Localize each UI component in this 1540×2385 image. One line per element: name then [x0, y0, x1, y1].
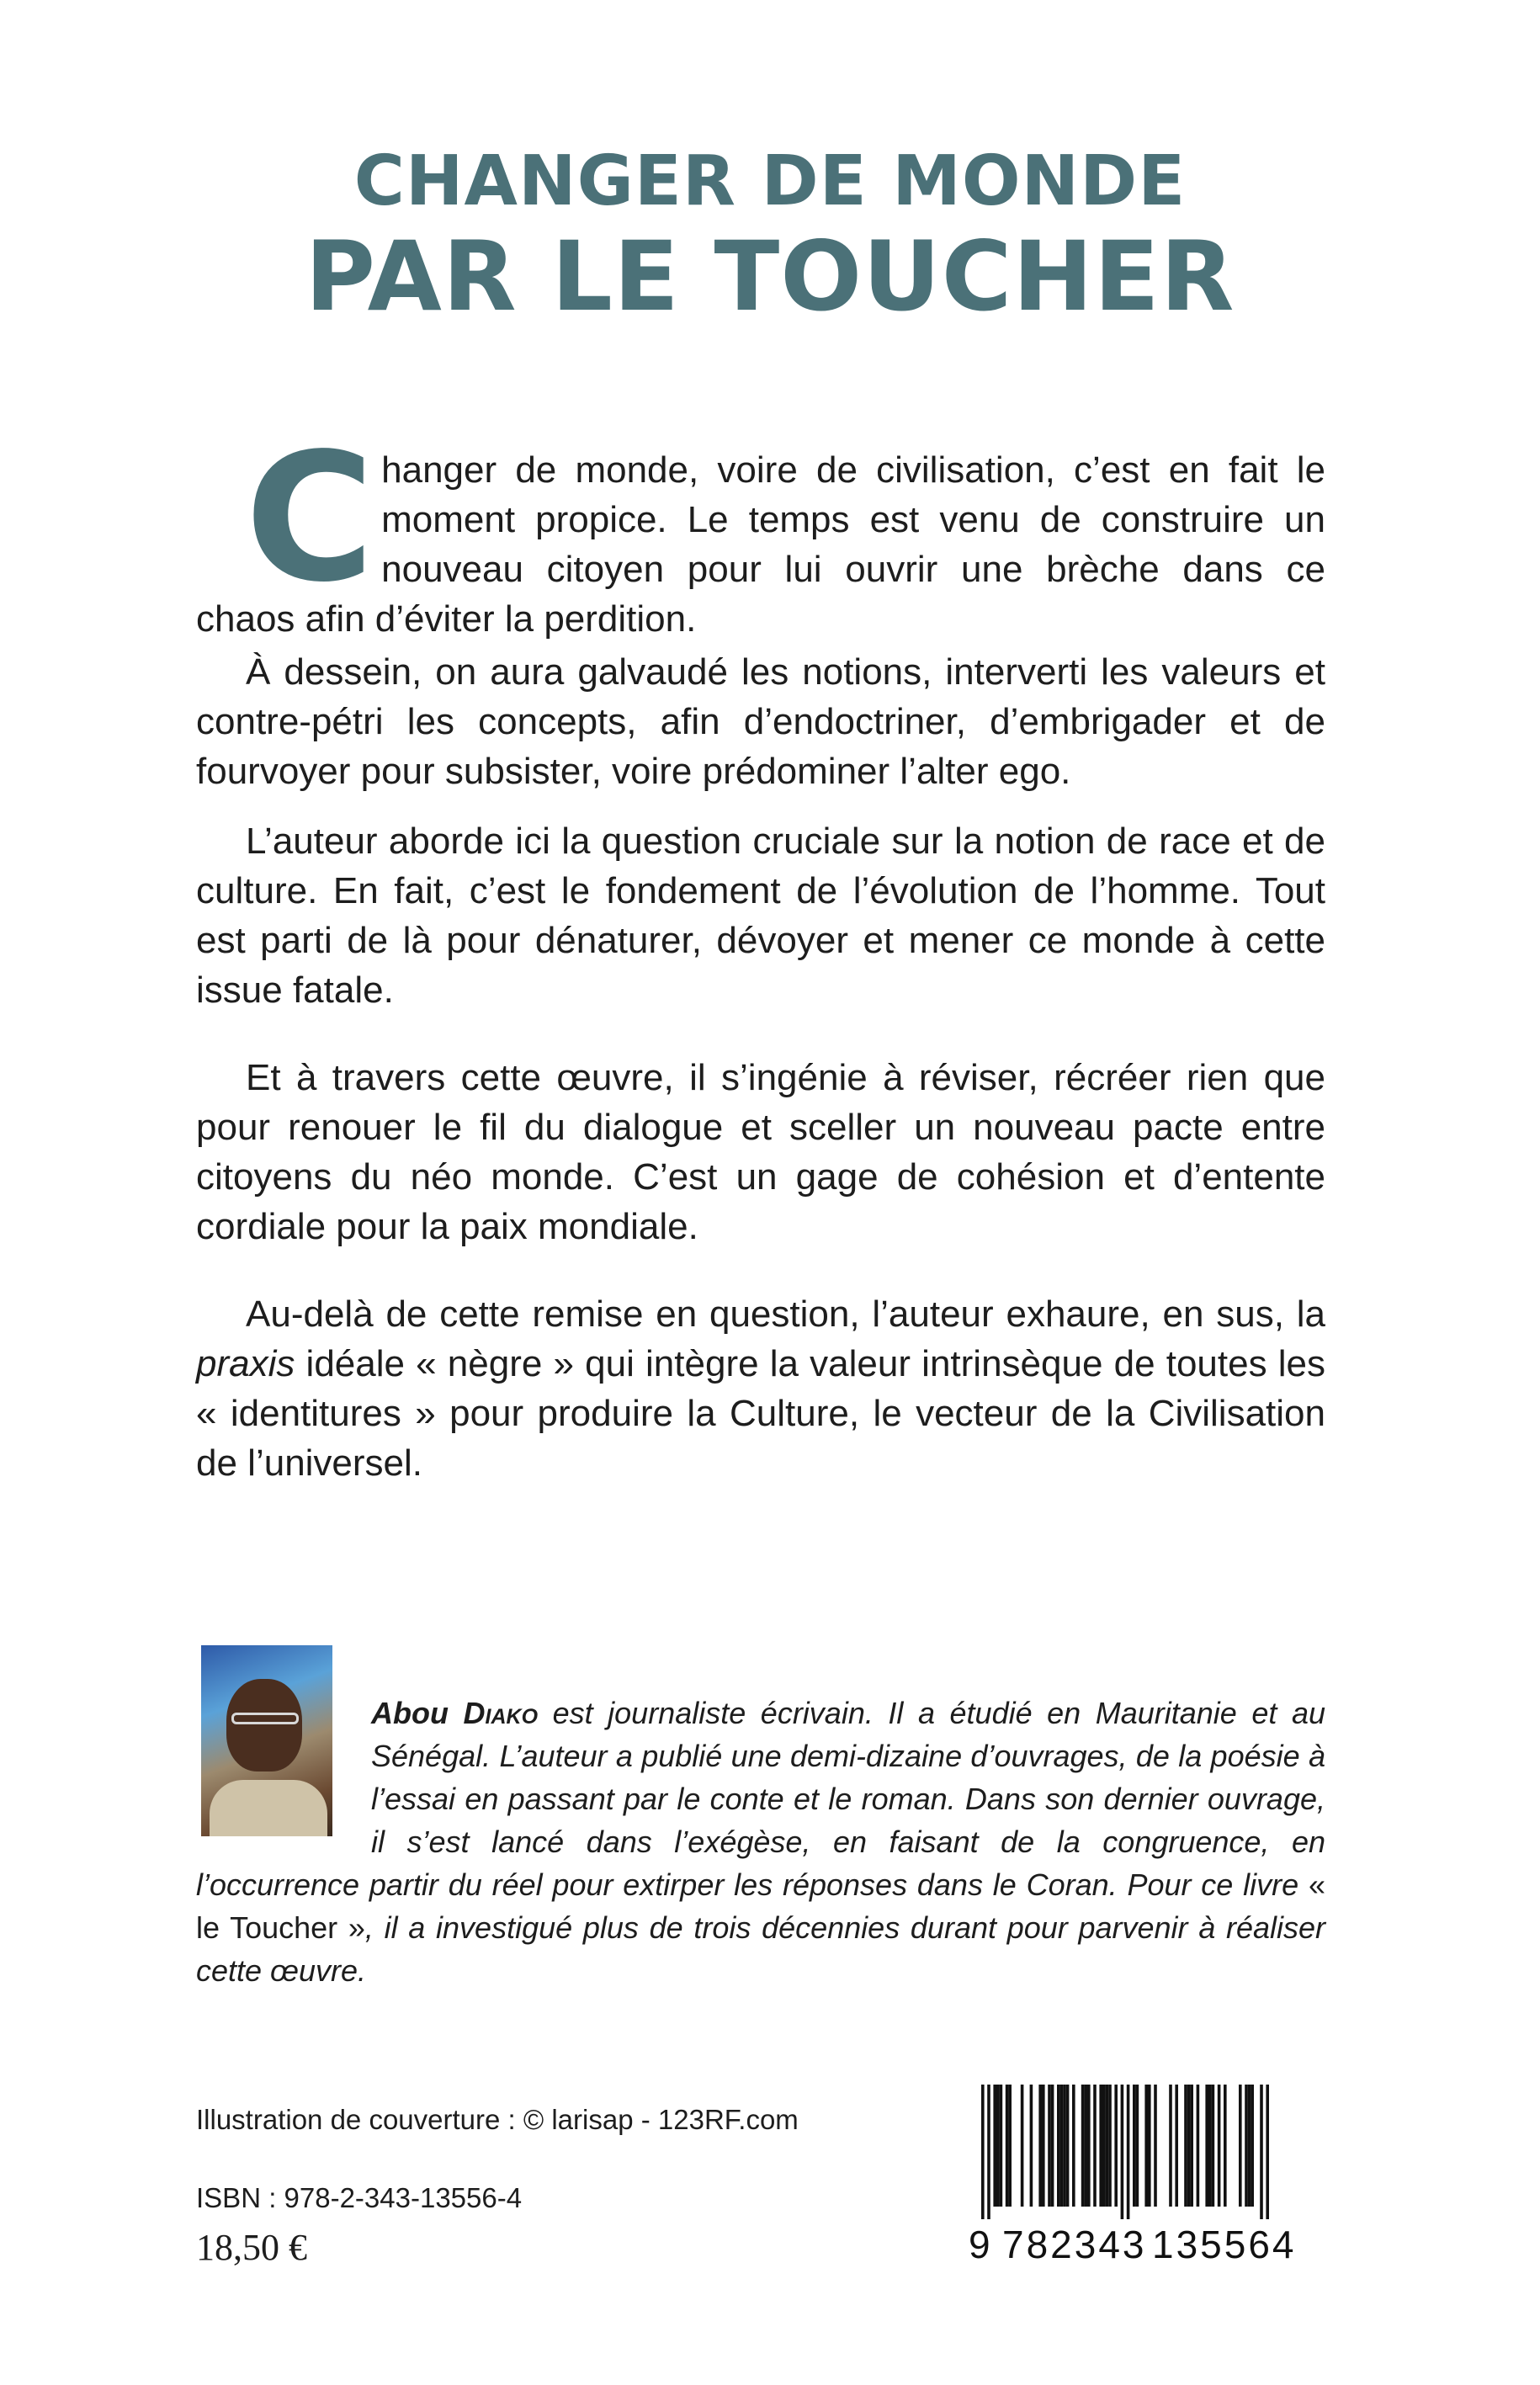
barcode-guard-bar: [987, 2085, 990, 2219]
paragraph-4: Et à travers cette œuvre, il s’ingénie à réviser, récréer rien que pour renouer le fil du dialogue et sceller un nouveau pacte entre citoyens du néo monde. C’est un gage de cohésion et d’entente cordiale pour la paix mondiale.: [196, 1057, 1325, 1247]
author-bio: [196, 1692, 1325, 1992]
barcode-bar: [1108, 2085, 1112, 2207]
paragraph-1: [196, 415, 1325, 644]
barcode-bar: [1099, 2085, 1102, 2207]
bio-book-ref: « le Toucher »: [196, 1867, 1325, 1945]
paragraph-5: [196, 1289, 1325, 1488]
barcode-bar: [1106, 2085, 1109, 2207]
barcode-bar: [1197, 2085, 1200, 2207]
author-first-name: Abou: [371, 1696, 449, 1730]
barcode-bar: [1144, 2085, 1148, 2207]
barcode-bar: [1133, 2085, 1136, 2207]
barcode-bar: [1093, 2085, 1097, 2207]
barcode-bar: [1187, 2085, 1191, 2207]
barcode-bar: [1190, 2085, 1193, 2207]
barcode-guard-bar: [1266, 2085, 1269, 2219]
barcode-bar: [1030, 2085, 1033, 2207]
barcode-bar: [1021, 2085, 1024, 2207]
barcode-bar: [1239, 2085, 1242, 2207]
barcode-bar: [1084, 2085, 1087, 2207]
barcode-bar: [1136, 2085, 1139, 2207]
illustration-credit: Illustration de couverture : © larisap - 123RF.com: [196, 2104, 799, 2135]
paragraph-5-start: Au-delà de cette remise en question, l’auteur exhaure, en sus, la: [246, 1293, 1325, 1335]
barcode-bar: [1148, 2085, 1151, 2207]
barcode-bar: [1175, 2085, 1178, 2207]
barcode-bar: [1057, 2085, 1060, 2207]
barcode-bar: [996, 2085, 1000, 2207]
paragraph-5-end: idéale « nègre » qui intègre la valeur intrinsèque de toutes les « identitures » pour produire la Culture, le vecteur de la Civilisation de l’universel.: [196, 1343, 1325, 1484]
isbn: ISBN : 978-2-343-13556-4: [196, 2182, 523, 2213]
barcode-group-2: 135564: [1152, 2223, 1297, 2266]
author-last-name: Diako: [463, 1696, 539, 1730]
title-line-2: PAR LE TOUCHER: [305, 220, 1235, 332]
barcode-bar: [1042, 2085, 1045, 2207]
paragraph-2: À dessein, on aura galvaudé les notions, interverti les valeurs et contre-pétri les concepts, afin d’endoctriner, d’embrigader et de fourvoyer pour subsister, voire prédominer l’alter ego.: [196, 651, 1325, 792]
barcode-bars: [969, 2085, 1297, 2219]
paragraph-5-italic: praxis: [196, 1343, 295, 1384]
barcode-group-1: 782343: [1002, 2223, 1147, 2266]
barcode-bar: [1224, 2085, 1227, 2207]
title-line-1: CHANGER DE MONDE: [353, 141, 1187, 221]
drop-cap: C: [245, 415, 375, 621]
barcode-bar: [1006, 2085, 1009, 2207]
barcode-lead-digit: 9: [969, 2223, 993, 2266]
barcode-guard-bar: [1127, 2085, 1130, 2219]
barcode-bar: [1102, 2085, 1106, 2207]
barcode-bar: [1205, 2085, 1208, 2207]
bio-text-2: , il a investigué plus de trois décennies durant pour parvenir à réaliser cette œuvre.: [196, 1910, 1325, 1988]
barcode-bar: [1212, 2085, 1215, 2207]
price: 18,50 €: [196, 2227, 307, 2268]
bio-text-1: est journaliste écrivain. Il a étudié en Mauritanie et au Sénégal. L’auteur a publié une demi-dizaine d’ouvrages, de la poésie à l’essai en passant par le conte et le roman. Dans son dernier ouvrage, il s’est lancé dans l’exégèse, en faisant de la congruence, en l’occurrence partir du réel pour extirper les réponses dans le Coran. Pour ce livre: [196, 1696, 1325, 1902]
barcode-bar: [1048, 2085, 1051, 2207]
barcode-bar: [1066, 2085, 1070, 2207]
paragraph-3: L’auteur aborde ici la question cruciale sur la notion de race et de culture. En fait, c’est le fondement de l’évolution de l’homme. Tout est parti de là pour dénaturer, dévoyer et mener ce monde à cette issue fatale.: [196, 821, 1325, 1011]
barcode-bar: [1008, 2085, 1012, 2207]
barcode-bar: [1000, 2085, 1003, 2207]
barcode-bar: [993, 2085, 996, 2207]
barcode-bar: [1154, 2085, 1157, 2207]
barcode-bar: [1208, 2085, 1212, 2207]
barcode-bar: [1063, 2085, 1066, 2207]
barcode-bar: [1184, 2085, 1187, 2207]
barcode-bar: [1218, 2085, 1221, 2207]
barcode-bar: [1072, 2085, 1075, 2207]
barcode-bar: [1114, 2085, 1118, 2207]
barcode-bar: [1169, 2085, 1172, 2207]
barcode-guard-bar: [1121, 2085, 1124, 2219]
barcode-bar: [1248, 2085, 1251, 2207]
barcode-bar: [1038, 2085, 1042, 2207]
barcode-bar: [1087, 2085, 1091, 2207]
barcode-bar: [1051, 2085, 1054, 2207]
barcode-bar: [1060, 2085, 1064, 2207]
barcode-bar: [1245, 2085, 1248, 2207]
paragraph-1-text: hanger de monde, voire de civilisation, c’est en fait le moment propice. Le temps est venu de construire un nouveau citoyen pour lui ouvrir une brèche dans ce chaos afin d’éviter la perdition.: [196, 449, 1325, 640]
barcode-bar: [1251, 2085, 1254, 2207]
barcode-guard-bar: [1260, 2085, 1263, 2219]
barcode-bar: [1081, 2085, 1085, 2207]
barcode-guard-bar: [981, 2085, 985, 2219]
